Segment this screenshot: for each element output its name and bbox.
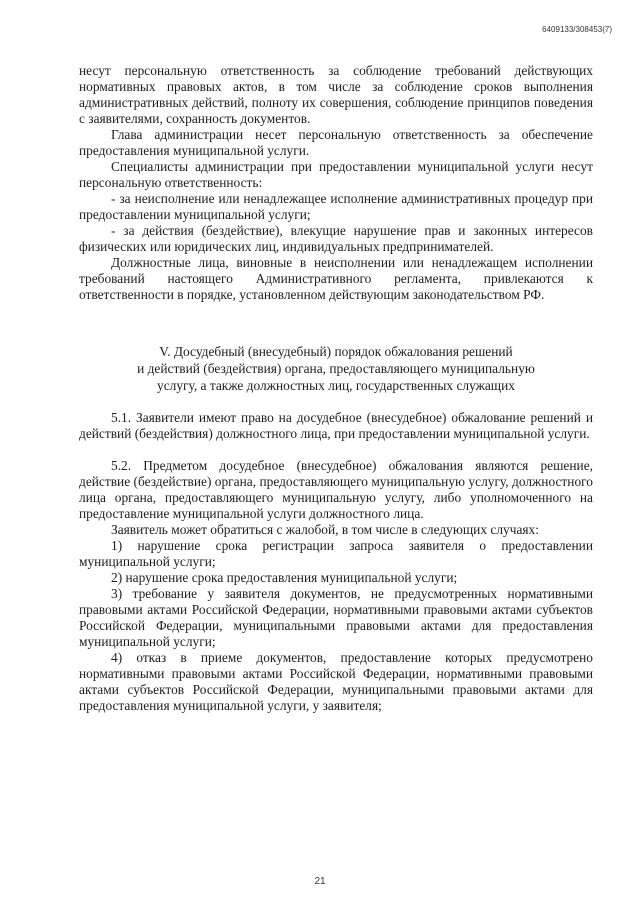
section-heading (79, 343, 593, 394)
paragraph: 2) нарушение срока предоставления муниципальной услуги; (111, 570, 458, 585)
paragraph-5-1: 5.1. Заявители имеют право на досудебное (внесудебное) обжалование решений и действий (бездействия) должностного лица, при предоставлении муниципальной услуги. (79, 410, 593, 441)
paragraph: - за неисполнение или ненадлежащее исполнение административных процедур при предоставлении муниципальной услуги; (79, 191, 593, 222)
paragraph-group-responsibility (79, 63, 593, 303)
paragraph: - за действия (бездействие), влекущие нарушение прав и законных интересов физических или юридических лиц, индивидуальных предпринимателей. (79, 223, 593, 254)
section-heading-line: услугу, а также должностных лиц, государственных служащих (157, 378, 515, 393)
paragraph: 1) нарушение срока регистрации запроса заявителя о предоставлении муниципальной услуги; (79, 538, 593, 569)
paragraph: 3) требование у заявителя документов, не предусмотренных нормативными правовыми актами Российской Федерации, нормативными правовыми актами субъектов Российской Федерации, муниципальными правовыми актами для предоставления муниципальной услуги; (79, 586, 593, 649)
document-id: 6409133/308453(7) (542, 25, 612, 34)
page-number: 21 (314, 876, 326, 887)
document-body (79, 63, 593, 714)
paragraph: 5.2. Предметом досудебное (внесудебное) обжалования являются решение, действие (бездействие) органа, предоставляющего муниципальную услугу, должностного лица органа, предоставляющего муниципальную услугу, либо уполномоченного на предоставление муниципальной услуги должностного лица. (79, 458, 593, 521)
paragraph: Заявитель может обратиться с жалобой, в том числе в следующих случаях: (111, 522, 539, 537)
paragraph: 4) отказ в приеме документов, предоставление которых предусмотрено нормативными правовыми актами Российской Федерации, нормативными правовыми актами субъектов Российской Федерации, муниципальными правовыми актами для предоставления муниципальной услуги, у заявителя; (79, 650, 593, 713)
section-heading-line: и действий (бездействия) органа, предоставляющего муниципальную (137, 361, 535, 376)
paragraph: Специалисты администрации при предоставлении муниципальной услуги несут персональную ответственность: (79, 159, 593, 190)
paragraph-group-appeal (79, 458, 593, 714)
paragraph: несут персональную ответственность за соблюдение требований действующих нормативных правовых актов, в том числе за соблюдение сроков выполнения административных действий, полноту их совершения, соблюдение принципов поведения с заявителями, сохранность документов. (79, 63, 593, 126)
paragraph: Должностные лица, виновные в неисполнении или ненадлежащем исполнении требований настоящего Административного регламента, привлекаются к ответственности в порядке, установленном действующим законодательством РФ. (79, 255, 593, 302)
section-heading-line: V. Досудебный (внесудебный) порядок обжалования решений (159, 344, 513, 359)
paragraph: Глава администрации несет персональную ответственность за обеспечение предоставления муниципальной услуги. (79, 127, 593, 158)
